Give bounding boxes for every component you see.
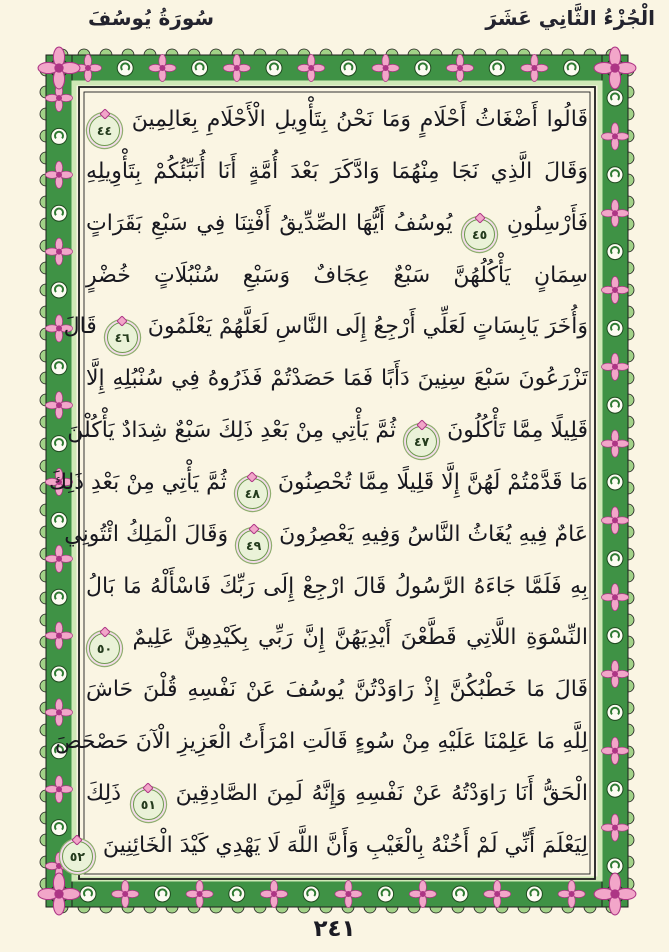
mushaf-line: تَزْرَعُونَ سَبْعَ سِنِينَ دَأَبًا فَمَا حَصَدْتُمْ فَذَرُوهُ فِي سُنْبُلِهِ إِلَّا — [86, 366, 588, 392]
mushaf-text — [48, 94, 588, 872]
verse-end-marker: ٤٦ — [107, 322, 138, 353]
verse-end-marker: ٥٢ — [62, 841, 93, 872]
verse-end-marker: ٥١ — [133, 789, 164, 820]
mushaf-line: لِيَعْلَمَ أَنِّي لَمْ أَخُنْهُ بِالْغَيْبِ وَأَنَّ اللَّهَ لَا يَهْدِي كَيْدَ الْخَائِنِينَ ٥٢ — [86, 820, 588, 872]
mushaf-line: الْحَقُّ أَنَا رَاوَدْتُهُ عَنْ نَفْسِهِ وَإِنَّهُ لَمِنَ الصَّادِقِينَ ٥١ ذَلِكَ — [86, 768, 588, 820]
mushaf-line: وَأُخَرَ يَابِسَاتٍ لَعَلِّي أَرْجِعُ إِلَى النَّاسِ لَعَلَّهُمْ يَعْلَمُونَ ٤٦ قَالَ — [86, 301, 588, 353]
verse-end-marker: ٤٨ — [237, 478, 268, 509]
verse-end-marker: ٤٤ — [89, 115, 120, 146]
mushaf-line: النِّسْوَةِ اللَّاتِي قَطَّعْنَ أَيْدِيَهُنَّ إِنَّ رَبِّي بِكَيْدِهِنَّ عَلِيمٌ ٥٠ — [86, 612, 588, 664]
mushaf-line: وَقَالَ الَّذِي نَجَا مِنْهُمَا وَادَّكَرَ بَعْدَ أُمَّةٍ أَنَا أُنَبِّئُكُمْ بِتَأْوِيلِهِ — [86, 158, 588, 184]
verse-end-marker: ٤٧ — [406, 426, 437, 457]
juz-title: الْجُزْءُ الثَّانِي عَشَرَ — [485, 6, 655, 30]
mushaf-line: قَالَ مَا خَطْبُكُنَّ إِذْ رَاوَدْتُنَّ يُوسُفَ عَنْ نَفْسِهِ قُلْنَ حَاشَ — [86, 677, 588, 703]
mushaf-line: فَأَرْسِلُونِ ٤٥ يُوسُفُ أَيُّهَا الصِّدِّيقُ أَفْتِنَا فِي سَبْعِ بَقَرَاتٍ — [86, 198, 588, 250]
mushaf-line: قَلِيلًا مِمَّا تَأْكُلُونَ ٤٧ ثُمَّ يَأْتِي مِنْ بَعْدِ ذَلِكَ سَبْعٌ شِدَادٌ يَأْكُلْنَ — [86, 405, 588, 457]
page-number: ٢٤١ — [313, 916, 356, 942]
surah-title: سُورَةُ يُوسُفَ — [88, 6, 215, 30]
mushaf-line: سِمَانٍ يَأْكُلُهُنَّ سَبْعٌ عِجَافٌ وَسَبْعِ سُنْبُلَاتٍ خُضْرٍ — [86, 262, 588, 288]
mushaf-line: لِلَّهِ مَا عَلِمْنَا عَلَيْهِ مِنْ سُوءٍ قَالَتِ امْرَأَتُ الْعَزِيزِ الْآنَ حَصْحَصَ — [54, 729, 588, 755]
mushaf-line: بِهِ فَلَمَّا جَاءَهُ الرَّسُولُ قَالَ ارْجِعْ إِلَى رَبِّكَ فَاسْأَلْهُ مَا بَالُ — [86, 573, 588, 599]
verse-end-marker: ٥٠ — [89, 633, 120, 664]
mushaf-line: مَا قَدَّمْتُمْ لَهُنَّ إِلَّا قَلِيلًا مِمَّا تُحْصِنُونَ ٤٨ ثُمَّ يَأْتِي مِنْ بَعْدِ ذَلِكَ — [86, 457, 588, 509]
mushaf-line: قَالُوا أَضْغَاثُ أَحْلَامٍ وَمَا نَحْنُ بِتَأْوِيلِ الْأَحْلَامِ بِعَالِمِينَ ٤٤ — [86, 94, 588, 146]
verse-end-marker: ٤٥ — [464, 219, 495, 250]
mushaf-line: عَامٌ فِيهِ يُغَاثُ النَّاسُ وَفِيهِ يَعْصِرُونَ ٤٩ وَقَالَ الْمَلِكُ ائْتُونِي — [86, 509, 588, 561]
verse-end-marker: ٤٩ — [238, 530, 269, 561]
